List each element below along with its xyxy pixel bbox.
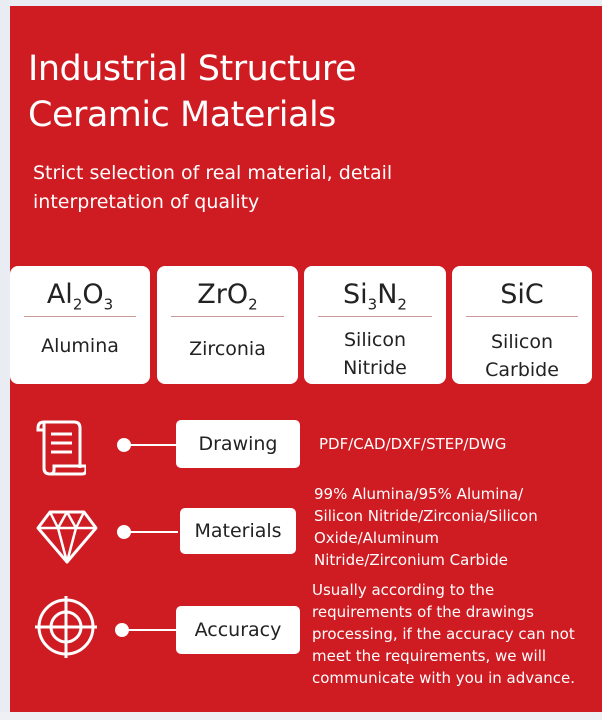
connector-line <box>128 444 178 446</box>
formula-alumina <box>10 278 150 321</box>
accuracy-description-text: Usually according to the requirements of the drawings processing, if the accuracy can not meet the requirements, we will communicate with you in advance. <box>312 581 576 687</box>
formula-subscript: 3 <box>367 295 378 314</box>
diamond-icon <box>34 506 100 570</box>
formula-subscript: 2 <box>397 295 407 314</box>
connector-line <box>128 531 178 533</box>
title-line-2: Ceramic Materials <box>28 95 336 135</box>
material-cards <box>10 266 602 386</box>
materials-list-text: 99% Alumina/95% Alumina/ Silicon Nitride/Zirconia/Silicon Oxide/Aluminum Nitride/Zirconium Carbide <box>314 485 538 569</box>
card-divider <box>24 316 136 317</box>
formula-part: Al <box>46 279 73 310</box>
material-name <box>157 335 298 363</box>
page-title <box>28 46 356 138</box>
material-card-silicon-carbide <box>452 266 592 384</box>
materials-label-box: Materials <box>180 508 296 554</box>
bottom-strip <box>0 712 602 720</box>
material-name <box>452 328 592 384</box>
drawing-formats-text: PDF/CAD/DXF/STEP/DWG <box>319 435 507 453</box>
material-name-line: Zirconia <box>189 338 266 360</box>
formula-subscript: 2 <box>72 295 83 314</box>
material-name <box>304 326 446 382</box>
formula-part: O <box>82 279 104 310</box>
formula-subscript: 2 <box>248 295 258 314</box>
accuracy-label-box: Accuracy <box>176 606 300 654</box>
card-divider <box>171 316 284 317</box>
material-card-alumina <box>10 266 150 384</box>
material-name-line: Silicon <box>490 331 553 353</box>
material-name <box>10 332 150 360</box>
formula-part: Si <box>343 279 368 310</box>
formula-silicon-nitride <box>304 278 446 321</box>
material-name-line: Alumina <box>41 335 119 357</box>
formula-part: SiC <box>500 279 544 310</box>
material-name-line: Silicon <box>343 329 406 351</box>
title-line-1: Industrial Structure <box>28 49 357 89</box>
drawing-label-box: Drawing <box>176 420 300 468</box>
formula-part: N <box>377 279 398 310</box>
ceramic-materials-panel <box>10 6 602 712</box>
formula-zirconia <box>157 278 298 321</box>
subtitle: Strict selection of real material, detail interpretation of quality <box>33 162 393 213</box>
formula-silicon-carbide <box>452 278 592 312</box>
material-name-line: Nitride <box>343 357 407 379</box>
document-icon <box>36 418 86 482</box>
connector-line <box>126 629 176 631</box>
card-divider <box>466 316 578 317</box>
material-card-silicon-nitride <box>304 266 446 384</box>
material-name-line: Carbide <box>485 359 559 381</box>
formula-subscript: 3 <box>103 295 114 314</box>
crosshair-icon <box>33 594 99 664</box>
material-card-zirconia <box>157 266 298 384</box>
formula-part: ZrO <box>197 279 249 310</box>
card-divider <box>318 316 432 317</box>
